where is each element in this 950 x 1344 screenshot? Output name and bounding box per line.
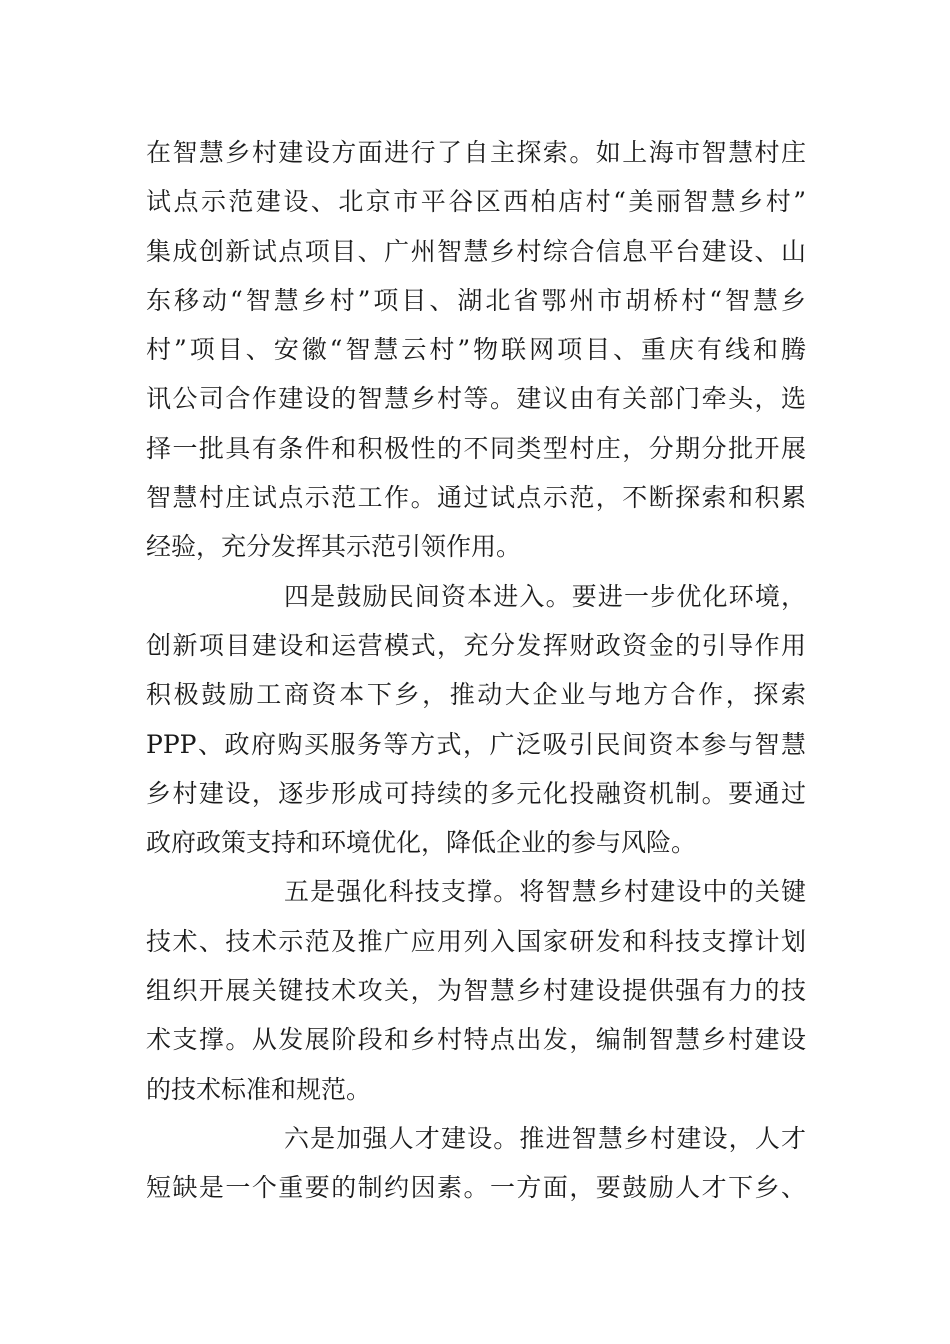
paragraph-2-line-6: 政府政策支持和环境优化，降低企业的参与风险。 (146, 828, 697, 858)
paragraph-1-line-2: 试点示范建设、北京市平谷区西柏店村“美丽智慧乡村” (146, 187, 806, 217)
paragraph-1-line-9: 经验，充分发挥其示范引领作用。 (146, 532, 522, 562)
paragraph-2-line-3: 积极鼓励工商资本下乡，推动大企业与地方合作，探索 (146, 680, 806, 710)
body-text (146, 128, 806, 1213)
paragraph-2-line-2: 创新项目建设和运营模式，充分发挥财政资金的引导作用 (146, 630, 806, 660)
paragraph-2-line-5: 乡村建设，逐步形成可持续的多元化投融资机制。要通过 (146, 778, 806, 808)
paragraph-1-line-7: 择一批具有条件和积极性的不同类型村庄，分期分批开展 (146, 433, 806, 463)
paragraph-4-line-1: 六是加强人才建设。推进智慧乡村建设，人才 (284, 1123, 806, 1153)
paragraph-3-line-4: 术支撑。从发展阶段和乡村特点出发，编制智慧乡村建设 (146, 1025, 806, 1055)
paragraph-1-line-6: 讯公司合作建设的智慧乡村等。建议由有关部门牵头，选 (146, 384, 806, 414)
paragraph-3-line-1: 五是强化科技支撑。将智慧乡村建设中的关键 (284, 877, 806, 907)
paragraph-1-line-5: 村”项目、安徽“智慧云村”物联网项目、重庆有线和腾 (146, 335, 806, 365)
paragraph-1-line-4: 东移动“智慧乡村”项目、湖北省鄂州市胡桥村“智慧乡 (146, 285, 806, 315)
paragraph-2-line-4: PPP、政府购买服务等方式，广泛吸引民间资本参与智慧 (146, 729, 806, 759)
paragraph-3-line-3: 组织开展关键技术攻关，为智慧乡村建设提供强有力的技 (146, 976, 806, 1006)
paragraph-1-line-3: 集成创新试点项目、广州智慧乡村综合信息平台建设、山 (146, 236, 806, 266)
paragraph-3-line-5: 的技术标准和规范。 (146, 1074, 372, 1104)
paragraph-1-line-8: 智慧村庄试点示范工作。通过试点示范，不断探索和积累 (146, 483, 806, 513)
paragraph-3-line-2: 技术、技术示范及推广应用列入国家研发和科技支撑计划 (146, 926, 806, 956)
paragraph-4-line-2: 短缺是一个重要的制约因素。一方面，要鼓励人才下乡、 (146, 1173, 806, 1203)
paragraph-1-line-1: 在智慧乡村建设方面进行了自主探索。如上海市智慧村庄 (146, 138, 806, 167)
paragraph-2-line-1: 四是鼓励民间资本进入。要进一步优化环境， (284, 581, 806, 611)
